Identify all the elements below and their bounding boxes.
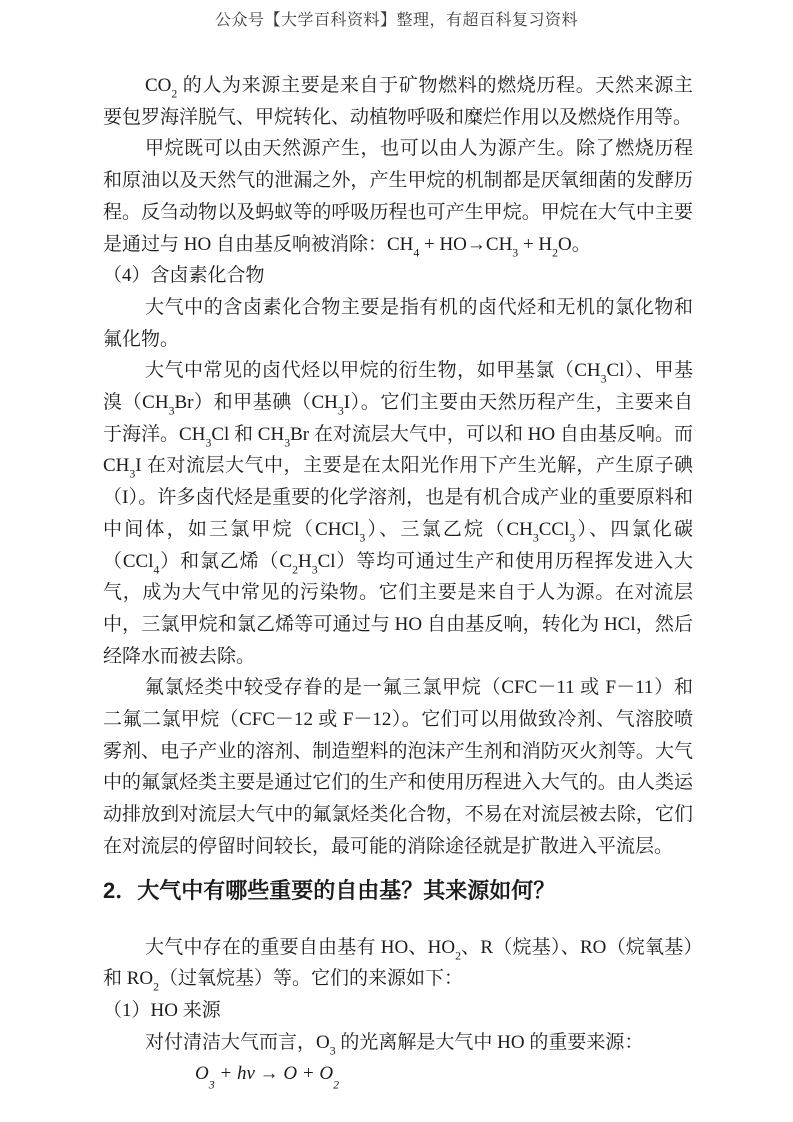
list-label-4-halogen-compounds: （4）含卤素化合物 xyxy=(103,265,265,287)
paragraph-halocarbons-detail: 大气中常见的卤代烃以甲烷的衍生物，如甲基氯$(CH_3Cl)$、甲基溴$(CH_3Br)$和甲基碘$(CH_3I)$。它们主要由天然历程产生，主要来自于海洋。$CH_3Cl$ 和 $CH_3Br$ 在对流层大气中，可以和 HO 自由基反响。而 $CH_3I$ 在对流层大气中，主要是在太阳光作用下产生光解，产生原子碘（I）。许多卤代烃是重要的化学溶剂，也是有机合成产业的重要原料和中间体，如三氯甲烷（CHCl$_3$）、三氯乙烷$(CH_3CCl_3)$、四氯化碳（CCl$_4$）和氯乙烯$(C_2H_3Cl)$等均可通过生产和使用历程挥发进入大气，成为大气中常见的污染物。它们主要是来自于人为源。在对流层中，三氯甲烷和氯乙烯等可通过与 HO 自由基反响，转化为 HCl，然后经降水而被去除。 xyxy=(103,360,693,667)
equation-ozone-photolysis: $O_3$ + hv → $O + O_2$ xyxy=(195,1063,340,1092)
page-header: 公众号【大学百科资料】整理，有超百科复习资料 xyxy=(214,12,578,29)
paragraph-ho-source-intro: 对付清洁大气而言，$O_3$ 的光离解是大气中 HO 的重要来源： xyxy=(145,1031,644,1058)
paragraph-halogen-overview: 大气中的含卤素化合物主要是指有机的卤代烃和无机的氯化物和氟化物。 xyxy=(103,296,693,350)
document-body xyxy=(103,70,693,1090)
paragraph-important-radicals: 大气中存在的重要自由基有 HO、$HO_2$、R（烷基）、RO（烷氧基）和 $RO_2$（过氧烷基）等。它们的来源如下： xyxy=(103,936,693,994)
paragraph-cfcs: 氟氯烃类中较受存眷的是一氟三氯甲烷（CFC－11 或 F－11）和二氟二氯甲烷（CFC－12 或 F－12）。它们可以用做致冷剂、气溶胶喷雾剂、电子产业的溶剂、制造塑料的泡沫产生剂和消防灭火剂等。大气中的氟氯烃类主要是通过它们的生产和使用历程进入大气的。由人类运动排放到对流层大气中的氟氯烃类化合物，不易在对流层被去除，它们在对流层的停留时间较长，最可能的消除途径就是扩散进入平流层。 xyxy=(103,677,693,857)
list-label-1-ho-source: （1）HO 来源 xyxy=(103,999,221,1021)
paragraph-co2-sources: $CO_2$ 的人为来源主要是来自于矿物燃料的燃烧历程。天然来源主要包罗海洋脱气、甲烷转化、动植物呼吸和糜烂作用以及燃烧作用等。 xyxy=(103,75,693,128)
section-heading-question-2: 2．大气中有哪些重要的自由基？其来源如何？ xyxy=(103,877,556,903)
paragraph-methane-sources: 甲烷既可以由天然源产生，也可以由人为源产生。除了燃烧历程和原油以及天然气的泄漏之外，产生甲烷的机制都是厌氧细菌的发酵历程。反刍动物以及蚂蚁等的呼吸历程也可产生甲烷。甲烷在大气中主要是通过与 HO 自由基反响被消除：$CH_4 + HO\to CH_3 + H_2O$。 xyxy=(103,138,693,259)
